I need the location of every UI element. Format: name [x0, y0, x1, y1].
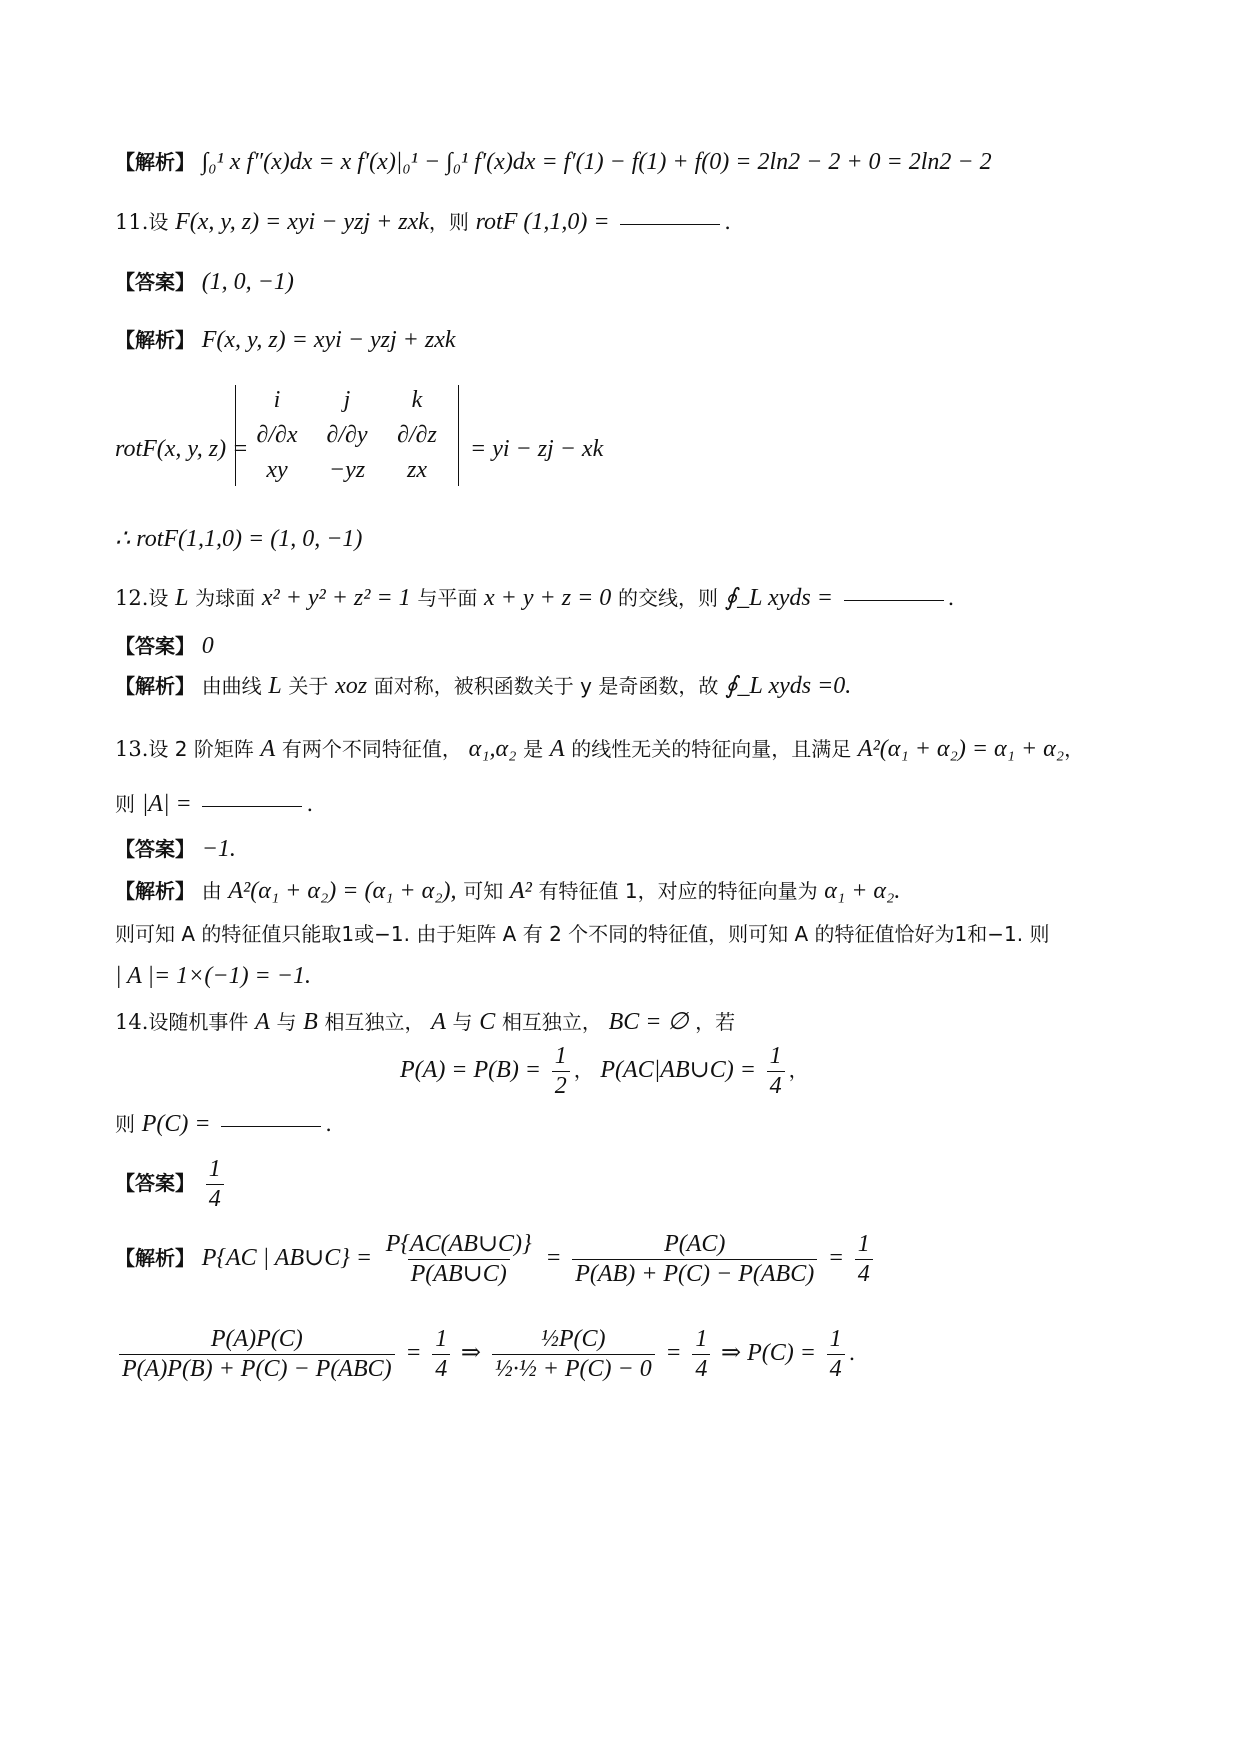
q14-stem-line3	[115, 1110, 332, 1139]
q11-conclusion-text: ∴ rotF(1,1,0) = (1, 0, −1)	[115, 526, 363, 552]
det-cell: i	[273, 387, 281, 413]
q14-event: C	[479, 1009, 496, 1035]
q14-stem-line1	[115, 1008, 735, 1037]
det-cell: ∂/∂x	[256, 422, 298, 448]
q11-analysis	[115, 326, 456, 355]
equals-sign: =	[665, 1339, 682, 1366]
question-number: 12.	[115, 586, 149, 610]
frac-num: 1	[857, 1231, 870, 1257]
answer-label: 【答案】	[115, 634, 195, 658]
q12-plane: x + y + z = 0	[484, 585, 612, 611]
q13-analysis-line1	[115, 877, 900, 906]
q14-answer-fraction	[206, 1155, 224, 1214]
q14-analysis-line1	[115, 1230, 877, 1289]
frac-den: 4	[692, 1354, 710, 1384]
q13-analysis-text: 有特征值 1，对应的特征向量为	[538, 879, 818, 903]
q11-stem	[115, 208, 731, 237]
q12-analysis-text: 关于	[288, 674, 329, 698]
q13-analysis-eq: | A |= 1×(−1) = −1.	[115, 963, 311, 989]
q11-stem-text: ，则	[428, 210, 469, 234]
q14-display-eq: P(AC|AB∪C) =	[600, 1056, 756, 1083]
q10-analysis	[115, 148, 992, 177]
q13-matrix: A	[549, 736, 565, 762]
q14-text: 与	[452, 1010, 473, 1034]
q11-analysis-line1: F(x, y, z) = xyi − yzj + zxk	[201, 327, 456, 353]
frac-num: P(A)P(C)	[210, 1326, 303, 1352]
q12-analysis	[115, 672, 851, 701]
q14-target: P(C) =	[141, 1111, 211, 1137]
rot-lhs-text: rotF(x, y, z) =	[115, 436, 249, 462]
q14-analysis-fraction	[692, 1325, 710, 1384]
q11-rot-lhs	[115, 435, 248, 464]
q12-sphere: x² + y² + z² = 1	[261, 585, 411, 611]
answer-label: 【答案】	[115, 1170, 195, 1195]
q14-condition: BC = ∅	[608, 1009, 689, 1035]
q13-condition: A²(α₁ + α₂) = α₁ + α₂	[857, 736, 1065, 762]
frac-num: 1	[435, 1326, 448, 1352]
det-cell: ∂/∂y	[326, 422, 368, 448]
fraction-quarter	[767, 1042, 785, 1101]
q13-analysis-eq: α₁ + α₂.	[824, 878, 901, 904]
q10-analysis-formula: ∫₀¹ x f″(x)dx = x f′(x)|₀¹ − ∫₀¹ f′(x)dx = f′(1) − f(1) + f(0) = 2ln2 − 2 + 0 = 2ln2 − 2	[201, 149, 992, 175]
q14-text: ，	[788, 1057, 809, 1082]
q13-text: 则	[115, 792, 135, 816]
q11-answer	[115, 268, 294, 297]
frac-den: ½·½ + P(C) − 0	[492, 1354, 655, 1384]
answer-blank	[844, 599, 944, 601]
fraction-half	[552, 1042, 570, 1101]
det-cell: xy	[266, 457, 288, 483]
answer-blank	[620, 223, 720, 225]
q13-analysis-line2	[115, 922, 1049, 947]
q14-analysis-fraction	[383, 1230, 535, 1289]
q12-text: 为球面	[195, 586, 256, 610]
q13-text: 有两个不同特征值，	[281, 737, 462, 761]
q11-rot-rhs	[470, 435, 603, 464]
frac-num: 1	[695, 1326, 708, 1352]
q12-answer-value: 0	[201, 633, 214, 659]
frac-den: 4	[432, 1354, 450, 1384]
implies-arrow: ⇒ P(C) =	[721, 1339, 816, 1366]
frac-den: P(AB) + P(C) − P(ABC)	[572, 1259, 817, 1289]
q14-event: B	[303, 1009, 318, 1035]
q13-analysis-text: 由	[201, 879, 222, 903]
q12-stem-end: .	[947, 586, 955, 610]
implies-arrow: ⇒	[460, 1339, 481, 1366]
q14-analysis-fraction	[492, 1325, 655, 1384]
q13-stem-line2	[115, 790, 313, 819]
q13-text: 设 2 阶矩阵	[148, 737, 254, 761]
answer-label: 【答案】	[115, 270, 195, 294]
question-number: 11.	[115, 210, 149, 234]
equals-sign: =	[545, 1244, 562, 1271]
q14-analysis-line2	[115, 1325, 855, 1384]
q12-analysis-text: 由曲线	[201, 674, 262, 698]
q13-analysis-eq: A²(α₁ + α₂) = (α₁ + α₂),	[228, 878, 457, 904]
q13-analysis-text: 可知	[463, 879, 504, 903]
q14-event: A	[255, 1009, 270, 1035]
analysis-label: 【解析】	[115, 328, 195, 352]
frac-den: 4	[767, 1071, 785, 1101]
rot-rhs-text: = yi − zj − xk	[470, 436, 604, 462]
q13-stem-line1	[115, 735, 1084, 764]
analysis-label: 【解析】	[115, 674, 195, 698]
frac-den: P(AB∪C)	[408, 1259, 510, 1289]
det-cell: k	[411, 387, 423, 413]
q14-text: 相互独立，	[501, 1010, 602, 1034]
q13-determinant: |A| =	[141, 791, 192, 817]
det-cell: −yz	[328, 457, 366, 483]
frac-den: 4	[206, 1184, 224, 1214]
q13-text: ，	[1064, 737, 1085, 761]
q14-text: ，若	[695, 1010, 736, 1034]
q14-text: 与	[276, 1010, 297, 1034]
q13-matrix: A	[260, 736, 276, 762]
q14-text: ，	[573, 1057, 594, 1082]
q13-analysis-eq: A²	[509, 878, 532, 904]
frac-den: 4	[855, 1259, 873, 1289]
q12-analysis-curve: L	[268, 673, 282, 699]
q14-analysis-fraction	[432, 1325, 450, 1384]
q14-analysis-fraction	[855, 1230, 873, 1289]
q11-target: rotF (1,1,0) =	[475, 209, 610, 235]
q12-analysis-text: 面对称，被积函数关于 y 是奇函数，故	[373, 674, 719, 698]
frac-num: 1	[554, 1043, 567, 1069]
q11-stem-end: .	[724, 210, 731, 234]
q12-analysis-integral: ∮_L xyds =0.	[725, 673, 852, 699]
q14-analysis-eq: P{AC | AB∪C} =	[201, 1244, 373, 1271]
frac-den: P(A)P(B) + P(C) − P(ABC)	[119, 1354, 395, 1384]
q12-stem	[115, 584, 954, 613]
q14-text: 则	[115, 1112, 135, 1136]
analysis-label: 【解析】	[115, 1245, 195, 1270]
q14-analysis-fraction	[119, 1325, 395, 1384]
frac-num: P(AC)	[664, 1231, 726, 1257]
q13-stem-end: .	[306, 792, 314, 816]
question-number: 14.	[115, 1010, 149, 1034]
q12-analysis-plane: xoz	[335, 673, 368, 699]
q11-curl-determinant	[235, 385, 459, 486]
q12-text: 设	[148, 586, 169, 610]
q14-event: A	[431, 1009, 446, 1035]
equals-sign: =	[405, 1339, 422, 1366]
frac-num: 1	[829, 1326, 842, 1352]
q14-stem-end: .	[325, 1112, 332, 1136]
q14-display	[400, 1042, 809, 1101]
q12-answer	[115, 632, 214, 661]
q11-conclusion	[115, 525, 362, 554]
answer-blank	[202, 805, 302, 807]
det-cell: j	[343, 387, 351, 413]
analysis-label: 【解析】	[115, 879, 195, 903]
frac-den: 4	[827, 1354, 845, 1384]
analysis-label: 【解析】	[115, 150, 195, 174]
q14-text: 设随机事件	[148, 1010, 249, 1034]
q12-text: 与平面	[417, 586, 478, 610]
q14-analysis-fraction	[827, 1325, 845, 1384]
frac-num: 1	[208, 1156, 221, 1182]
q14-analysis-end: .	[848, 1340, 856, 1365]
answer-blank	[221, 1125, 321, 1127]
q14-display-eq: P(A) = P(B) =	[400, 1056, 541, 1083]
q13-analysis-line3	[115, 962, 311, 991]
q11-field-formula: F(x, y, z) = xyi − yzj + zxk	[175, 209, 429, 235]
frac-den: 2	[552, 1071, 570, 1101]
q13-text: 是	[523, 737, 544, 761]
frac-num: 1	[769, 1043, 782, 1069]
frac-num: ½P(C)	[540, 1326, 606, 1352]
q11-answer-value: (1, 0, −1)	[201, 269, 294, 295]
q14-analysis-fraction	[572, 1230, 817, 1289]
question-number: 13.	[115, 737, 149, 761]
q13-analysis-text: 则可知 A 的特征值只能取1或−1. 由于矩阵 A 有 2 个不同的特征值，则可知 A 的特征值恰好为1和−1. 则	[115, 922, 1050, 946]
equals-sign: =	[827, 1244, 845, 1271]
q14-text: 相互独立，	[324, 1010, 425, 1034]
q12-curve: L	[175, 585, 189, 611]
q11-stem-text: 设	[148, 210, 169, 234]
q14-answer	[115, 1155, 228, 1214]
answer-label: 【答案】	[115, 837, 195, 861]
q13-text: 的线性无关的特征向量，且满足	[571, 737, 852, 761]
det-cell: zx	[407, 457, 427, 483]
det-cell: ∂/∂z	[397, 422, 437, 448]
q12-text: 的交线，则	[617, 586, 718, 610]
q13-eigenvectors: α₁,α₂	[468, 736, 517, 762]
frac-num: P{AC(AB∪C)}	[385, 1231, 532, 1257]
q12-integral: ∮_L xyds =	[724, 585, 833, 611]
q13-answer	[115, 835, 236, 864]
q13-answer-value: −1.	[201, 836, 236, 862]
